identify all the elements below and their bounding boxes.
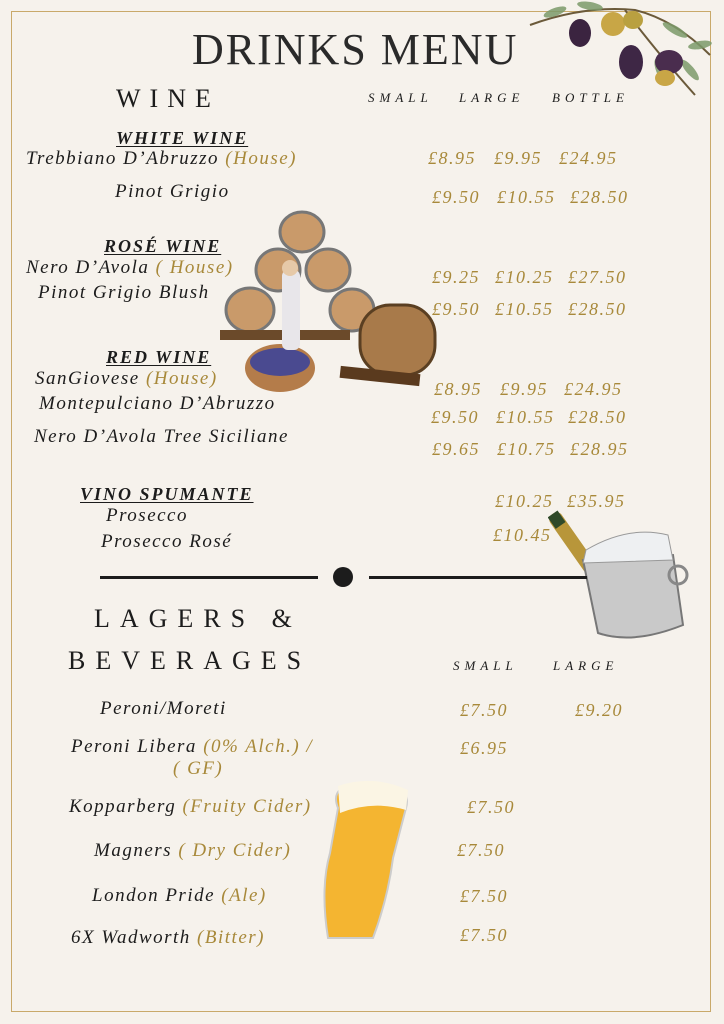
menu-item <box>71 927 265 949</box>
price-bottle: £27.50 <box>568 267 627 287</box>
col-header-bottle: BOTTLE <box>552 90 629 105</box>
item-note: ( Dry Cider) <box>178 840 292 861</box>
price-small: £7.50 <box>460 700 508 720</box>
divider-dot <box>333 567 353 587</box>
item-name: Peroni/Moreti <box>100 698 227 719</box>
divider-left <box>100 576 318 579</box>
menu-item <box>69 796 312 818</box>
menu-item <box>26 148 297 170</box>
section-vino-spumante: VINO SPUMANTE <box>80 484 254 504</box>
price-large: £10.45 <box>493 525 552 545</box>
item-note: (0% Alch.) / <box>203 736 314 757</box>
lagers-heading: LAGERS & <box>94 604 302 633</box>
price-large: £10.55 <box>495 299 554 319</box>
item-note: (Fruity Cider) <box>182 796 312 817</box>
price-small: £7.50 <box>460 886 508 906</box>
page-title: DRINKS MENU <box>192 25 519 74</box>
col-header-small: SMALL <box>453 658 518 673</box>
item-note: (Bitter) <box>197 927 265 948</box>
item-name: SanGiovese <box>35 368 140 389</box>
price-bottle: £28.50 <box>568 407 627 427</box>
wine-heading: WINE <box>116 84 220 113</box>
item-name: Nero D’Avola <box>26 257 150 278</box>
price-bottle: £24.95 <box>564 379 623 399</box>
section-rose-wine: ROSÉ WINE <box>104 236 222 256</box>
col-header-large: LARGE <box>459 90 525 105</box>
item-name: Prosecco Rosé <box>101 531 233 552</box>
section-red-wine: RED WINE <box>106 347 212 367</box>
item-name: Magners <box>94 840 173 861</box>
item-note: (House) <box>225 148 297 169</box>
item-note: (House) <box>145 368 218 389</box>
menu-item <box>94 840 291 862</box>
price-large: £10.25 <box>495 491 554 511</box>
item-name: 6X Wadworth <box>71 927 191 948</box>
menu-item <box>26 257 234 279</box>
wine-barrels-illustration <box>220 210 450 400</box>
price-small: £6.95 <box>460 738 508 758</box>
item-name: Montepulciano D’Abruzzo <box>39 393 276 414</box>
price-small: £9.65 <box>432 439 480 459</box>
price-small: £9.50 <box>431 407 479 427</box>
price-large: £10.25 <box>495 267 554 287</box>
price-bottle: £28.50 <box>568 299 627 319</box>
price-small: £9.50 <box>432 187 480 207</box>
price-small: £7.50 <box>460 925 508 945</box>
divider-right <box>369 576 587 579</box>
section-white-wine: WHITE WINE <box>116 128 249 148</box>
item-name: Pinot Grigio <box>115 181 230 202</box>
item-note: (Ale) <box>221 885 267 906</box>
price-bottle: £28.95 <box>570 439 629 459</box>
beer-glass-illustration <box>318 778 413 943</box>
beverages-heading: BEVERAGES <box>68 646 312 675</box>
menu-item <box>35 368 218 390</box>
price-small: £7.50 <box>467 797 515 817</box>
price-bottle: £28.50 <box>570 187 629 207</box>
menu-item <box>92 885 267 907</box>
price-large: £9.20 <box>575 700 623 720</box>
price-large: £10.75 <box>497 439 556 459</box>
item-name: Kopparberg <box>69 796 177 817</box>
col-header-small: SMALL <box>368 90 433 105</box>
price-large: £9.95 <box>494 148 542 168</box>
item-name: Trebbiano D’Abruzzo <box>26 148 220 169</box>
menu-item <box>71 736 313 758</box>
price-small: £7.50 <box>457 840 505 860</box>
price-large: £9.95 <box>500 379 548 399</box>
item-name: Nero D’Avola Tree Siciliane <box>34 426 289 447</box>
item-name: London Pride <box>92 885 216 906</box>
price-large: £10.55 <box>496 407 555 427</box>
item-note: ( GF) <box>173 758 224 779</box>
price-bottle: £24.95 <box>559 148 618 168</box>
price-large: £10.55 <box>497 187 556 207</box>
price-small: £9.50 <box>432 299 480 319</box>
price-small: £8.95 <box>428 148 476 168</box>
price-small: £8.95 <box>434 379 482 399</box>
item-name: Peroni Libera <box>71 736 197 757</box>
price-bottle: £35.95 <box>567 491 626 511</box>
item-name: Prosecco <box>106 505 188 526</box>
price-small: £9.25 <box>432 267 480 287</box>
item-note: ( House) <box>155 257 234 278</box>
col-header-large: LARGE <box>553 658 619 673</box>
item-name: Pinot Grigio Blush <box>38 282 210 303</box>
